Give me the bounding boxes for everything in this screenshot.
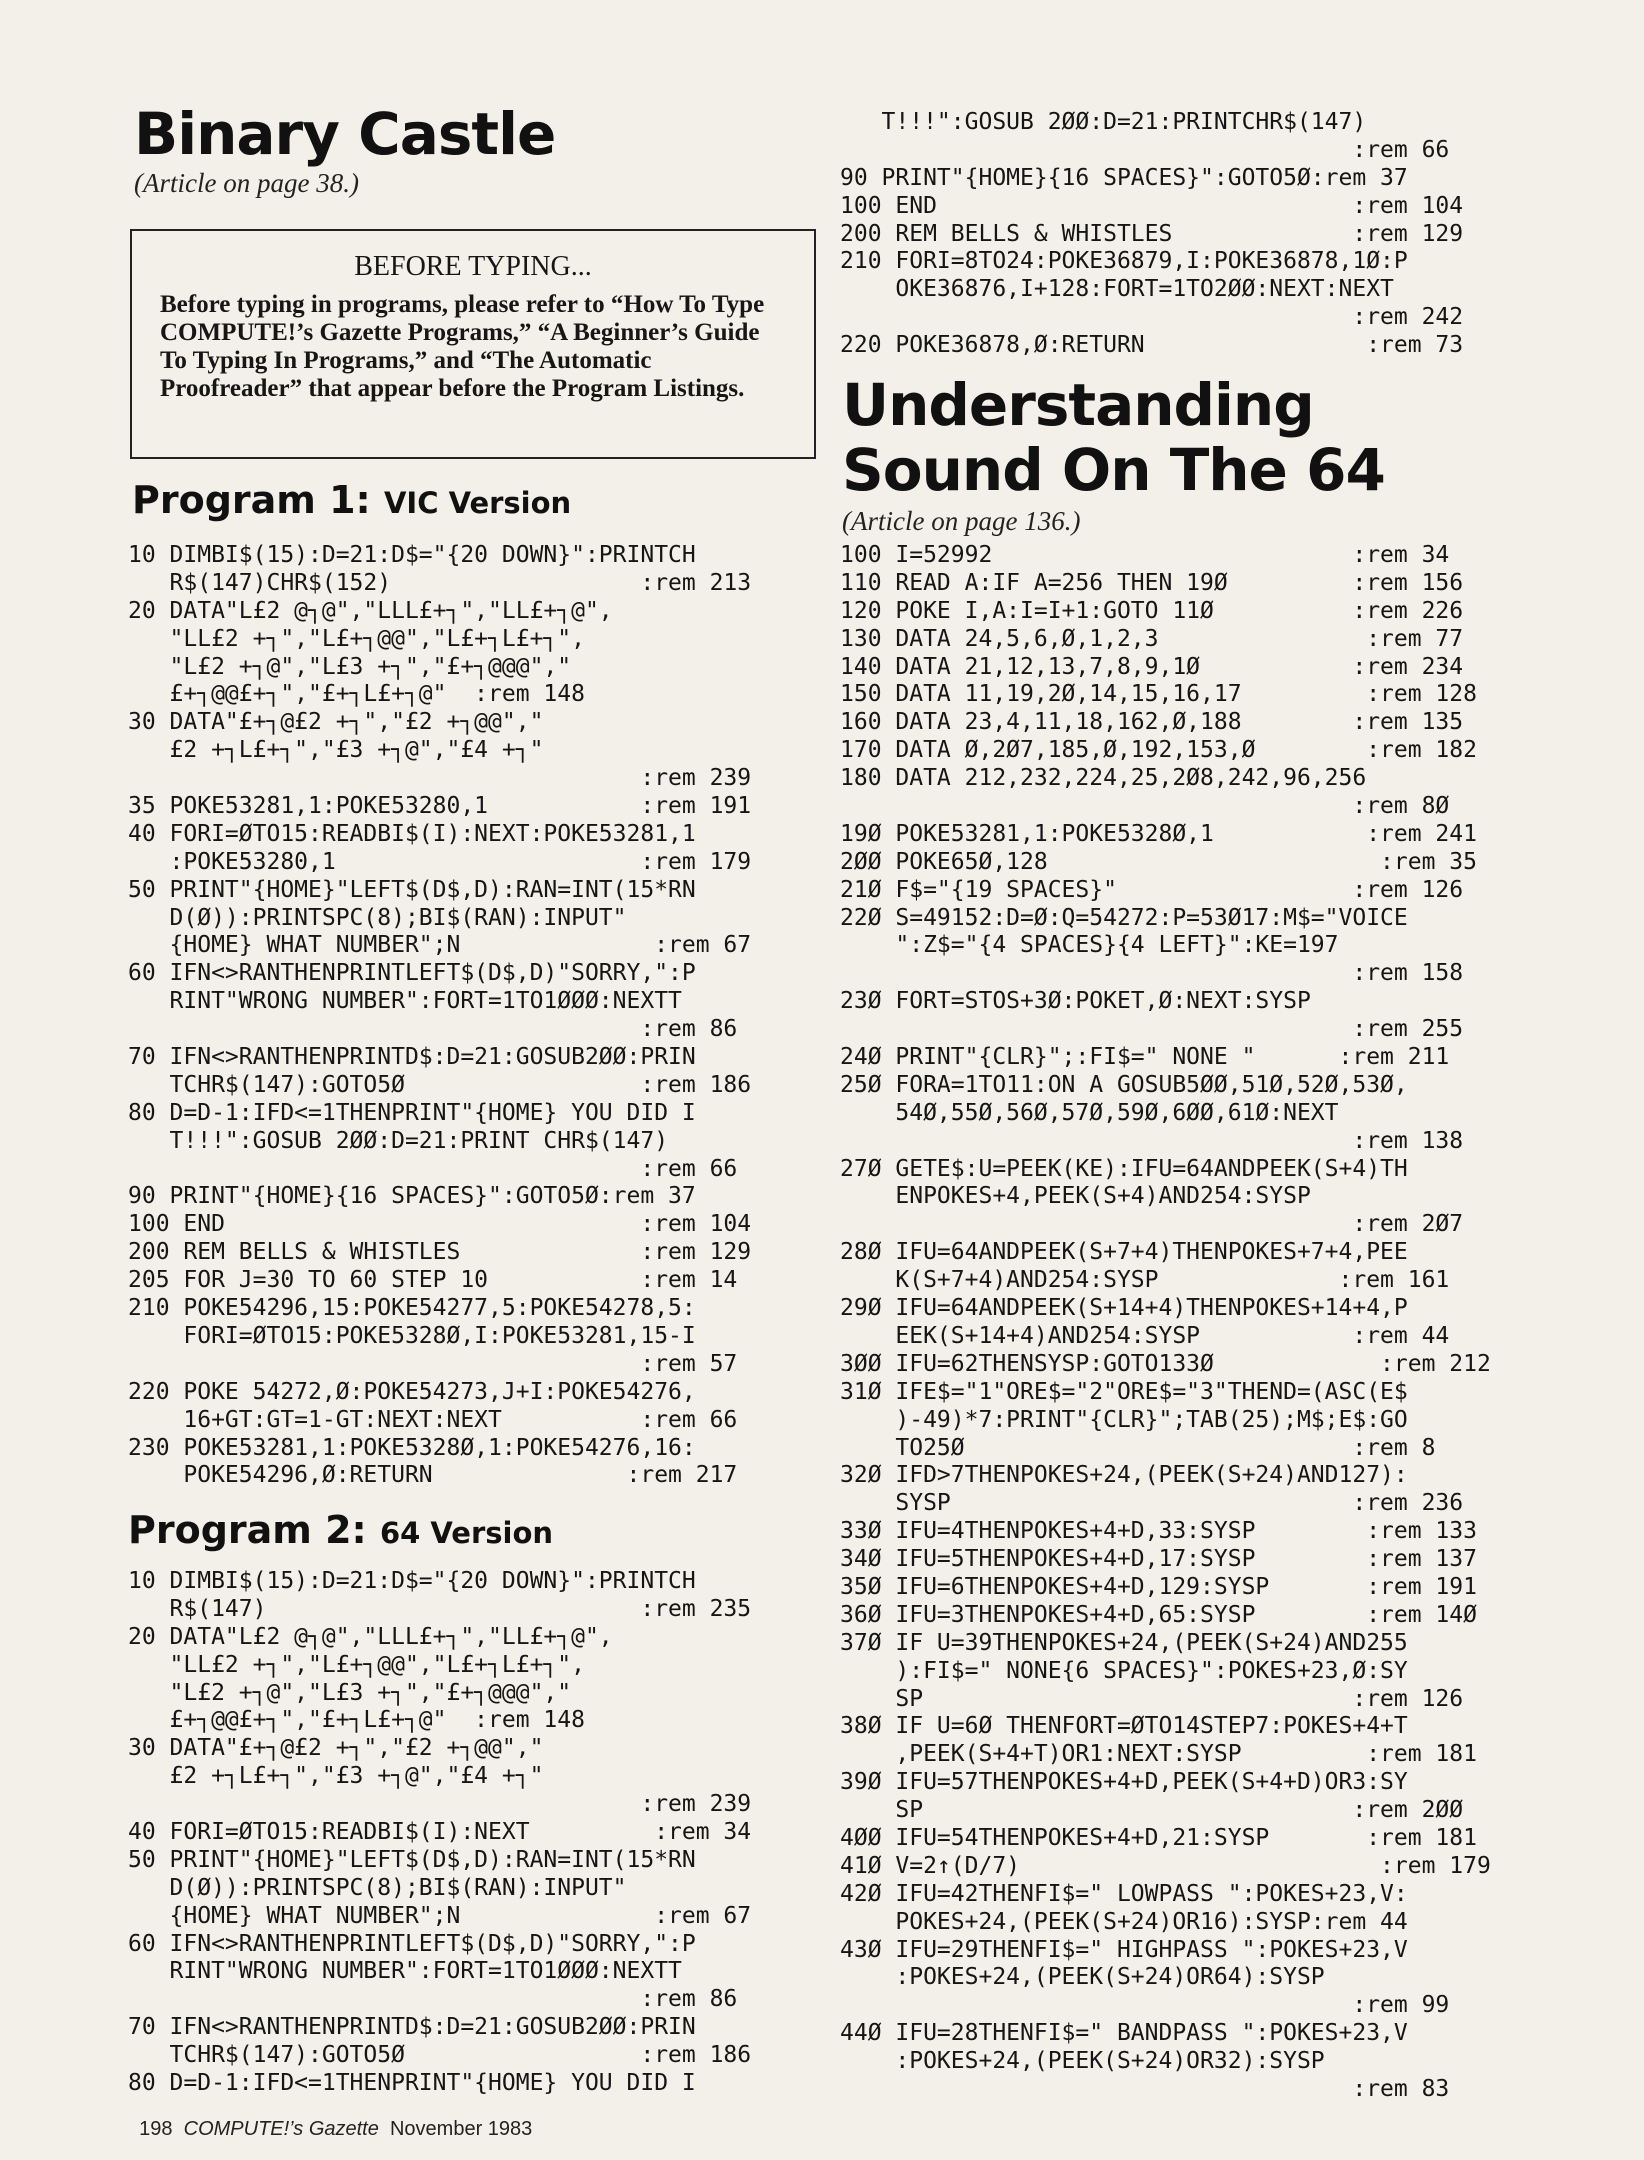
code-line: POKES+24,(PEEK(S+24)OR16):SYSP:rem 44 [840,1908,1408,1935]
code-line: 29Ø IFU=64ANDPEEK(S+14+4)THENPOKES+14+4,P [840,1295,1408,1322]
code-line: :rem 158 [840,960,1464,987]
code-line: EEK(S+14+4)AND254:SYSP :rem 44 [840,1322,1450,1349]
code-line: TCHR$(147):GOTO5Ø :rem 186 [128,1071,752,1098]
code-line: 60 IFN<>RANTHENPRINTLEFT$(D$,D)"SORRY,":P [128,960,696,987]
code-line: 110 READ A:IF A=256 THEN 19Ø :rem 156 [840,569,1464,596]
code-line: 35Ø IFU=6THENPOKES+4+D,129:SYSP :rem 191 [840,1573,1477,1600]
code-line: 54Ø,55Ø,56Ø,57Ø,59Ø,6ØØ,61Ø:NEXT [840,1099,1339,1126]
code-line: 10 DIMBI$(15):D=21:D$="{20 DOWN}":PRINTCH [128,542,696,568]
code-line: 200 REM BELLS & WHISTLES :rem 129 [840,220,1464,247]
code-line: £+┐@@£+┐","£+┐L£+┐@" :rem 148 [128,1707,585,1734]
program2-heading [128,1508,808,1555]
code-line: 22Ø S=49152:D=Ø:Q=54272:P=53Ø17:M$="VOICE [840,904,1408,931]
code-line: 200 REM BELLS & WHISTLES :rem 129 [128,1239,752,1266]
code-line: 140 DATA 21,12,13,7,8,9,1Ø :rem 234 [840,653,1464,680]
code-line: :rem 242 [840,304,1464,331]
code-line: POKE54296,Ø:RETURN :rem 217 [128,1462,738,1489]
code-line: OKE36876,I+128:FORT=1TO2ØØ:NEXT:NEXT [840,276,1394,303]
code-line: 180 DATA 212,232,224,25,2Ø8,242,96,256 [840,765,1367,792]
code-line: 40 FORI=ØTO15:READBI$(I):NEXT:POKE53281,1 [128,820,696,847]
code-line: ":Z$="{4 SPACES}{4 LEFT}":KE=197 [840,932,1339,959]
code-line: TCHR$(147):GOTO5Ø :rem 186 [128,2042,752,2069]
code-line: 20 DATA"L£2 @┐@","LLL£+┐","LL£+┐@", [128,1623,613,1650]
footer-magazine: COMPUTE!’s Gazette [183,2118,379,2140]
code-line: SP :rem 2ØØ [840,1797,1464,1824]
code-line: 70 IFN<>RANTHENPRINTD$:D=21:GOSUB2ØØ:PRIN [128,1044,696,1071]
code-line: 31Ø IFE$="1"ORE$="2"ORE$="3"THEND=(ASC(E$ [840,1378,1408,1405]
article-title-line1: Understanding [842,371,1314,439]
article-page-reference: (Article on page 38.) [134,168,359,198]
article-page-reference-sound: (Article on page 136.) [842,506,1081,536]
code-line: K(S+7+4)AND254:SYSP :rem 161 [840,1267,1450,1294]
code-line: SP :rem 126 [840,1685,1464,1712]
code-line: :rem 239 [128,1791,752,1818]
code-line: 10 DIMBI$(15):D=21:D$="{20 DOWN}":PRINTCH [128,1568,696,1594]
code-line: 41Ø V=2↑(D/7) :rem 179 [840,1852,1491,1879]
code-line: 150 DATA 11,19,2Ø,14,15,16,17 :rem 128 [840,681,1477,708]
before-typing-box [130,229,816,459]
program2-label: Program 2: [128,1508,367,1552]
code-line: 34Ø IFU=5THENPOKES+4+D,17:SYSP :rem 137 [840,1546,1477,1573]
code-line: :rem 255 [840,1016,1464,1043]
code-line: 170 DATA Ø,2Ø7,185,Ø,192,153,Ø :rem 182 [840,737,1477,764]
code-line: {HOME} WHAT NUMBER";N :rem 67 [128,932,752,959]
code-line: 60 IFN<>RANTHENPRINTLEFT$(D$,D)"SORRY,":P [128,1930,696,1957]
code-line: :rem 239 [128,765,752,792]
code-line: ):FI$=" NONE{6 SPACES}":POKES+23,Ø:SY [840,1657,1408,1684]
code-line: 30 DATA"£+┐@£2 +┐","£2 +┐@@"," [128,1735,544,1762]
code-line: 36Ø IFU=3THENPOKES+4+D,65:SYSP :rem 14Ø [840,1601,1477,1628]
code-line: 220 POKE36878,Ø:RETURN :rem 73 [840,332,1464,359]
program1-version: VIC Version [383,486,572,520]
program2-version: 64 Version [379,1516,554,1550]
code-line: 120 POKE I,A:I=I+1:GOTO 11Ø :rem 226 [840,597,1464,624]
code-line: 44Ø IFU=28THENFI$=" BANDPASS ":POKES+23,V [840,2020,1408,2047]
code-line: 33Ø IFU=4THENPOKES+4+D,33:SYSP :rem 133 [840,1518,1477,1545]
code-line: :POKES+24,(PEEK(S+24)OR64):SYSP [840,1964,1325,1991]
code-line: 39Ø IFU=57THENPOKES+4+D,PEEK(S+4+D)OR3:SY [840,1769,1408,1796]
code-line: :POKE53280,1 :rem 179 [128,848,752,875]
code-line: 160 DATA 23,4,11,18,162,Ø,188 :rem 135 [840,709,1464,736]
code-line: 80 D=D-1:IFD<=1THENPRINT"{HOME} YOU DID I [128,1099,696,1126]
code-line: 43Ø IFU=29THENFI$=" HIGHPASS ":POKES+23,V [840,1936,1408,1963]
code-line: 230 POKE53281,1:POKE5328Ø,1:POKE54276,16: [128,1434,696,1461]
code-line: :rem 138 [840,1127,1464,1154]
code-line: R$(147)CHR$(152) :rem 213 [128,569,752,596]
code-line: )-49)*7:PRINT"{CLR}";TAB(25);M$;E$:GO [840,1406,1408,1433]
code-line: R$(147) :rem 235 [128,1595,752,1622]
code-line: FORI=ØTO15:POKE5328Ø,I:POKE53281,15-I [128,1322,696,1349]
code-line: {HOME} WHAT NUMBER";N :rem 67 [128,1902,752,1929]
code-line: 50 PRINT"{HOME}"LEFT$(D$,D):RAN=INT(15*RN [128,1846,696,1873]
code-line: £+┐@@£+┐","£+┐L£+┐@" :rem 148 [128,681,585,708]
code-line: ,PEEK(S+4+T)OR1:NEXT:SYSP :rem 181 [840,1741,1477,1768]
code-line: RINT"WRONG NUMBER":FORT=1TO1ØØØ:NEXTT [128,1958,682,1985]
code-line: ENPOKES+4,PEEK(S+4)AND254:SYSP [840,1183,1311,1210]
code-line: 205 FOR J=30 TO 60 STEP 10 :rem 14 [128,1267,738,1294]
code-line: £2 +┐L£+┐","£3 +┐@","£4 +┐" [128,1763,544,1790]
code-line: 30 DATA"£+┐@£2 +┐","£2 +┐@@"," [128,709,544,736]
code-line: "L£2 +┐@","L£3 +┐","£+┐@@@"," [128,1679,572,1706]
code-line: "L£2 +┐@","L£3 +┐","£+┐@@@"," [128,653,572,680]
code-line: :POKES+24,(PEEK(S+24)OR32):SYSP [840,2048,1325,2075]
continuation-listing [840,109,1530,360]
page-footer [128,2095,532,2141]
program1-heading [132,478,812,525]
code-line: 19Ø POKE53281,1:POKE5328Ø,1 :rem 241 [840,820,1477,847]
program2-listing [128,1568,818,2098]
code-line: "LL£2 +┐","L£+┐@@","L£+┐L£+┐", [128,1651,585,1678]
code-line: 90 PRINT"{HOME}{16 SPACES}":GOTO5Ø:rem 37 [840,164,1408,191]
code-line: 42Ø IFU=42THENFI$=" LOWPASS ":POKES+23,V: [840,1880,1408,1907]
code-line: 4ØØ IFU=54THENPOKES+4+D,21:SYSP :rem 181 [840,1824,1477,1851]
code-line: D(Ø)):PRINTSPC(8);BI$(RAN):INPUT" [128,904,627,931]
code-line: RINT"WRONG NUMBER":FORT=1TO1ØØØ:NEXTT [128,988,682,1015]
code-line: £2 +┐L£+┐","£3 +┐@","£4 +┐" [128,737,544,764]
code-line: :rem 57 [128,1350,738,1377]
code-line: 100 I=52992 :rem 34 [840,542,1450,568]
sound-listing [840,542,1530,2104]
article-title-binary-castle: Binary Castle [134,100,556,168]
code-line: :rem 2Ø7 [840,1211,1464,1238]
article-title-line2: Sound On The 64 [842,436,1385,504]
program1-listing [128,542,818,1490]
code-line: D(Ø)):PRINTSPC(8);BI$(RAN):INPUT" [128,1874,627,1901]
before-typing-heading: BEFORE TYPING... [354,251,592,282]
code-line: 24Ø PRINT"{CLR}";:FI$=" NONE " :rem 211 [840,1044,1450,1071]
code-line: 220 POKE 54272,Ø:POKE54273,J+I:POKE54276, [128,1378,696,1405]
code-line: 210 POKE54296,15:POKE54277,5:POKE54278,5: [128,1295,696,1322]
code-line: TO25Ø :rem 8 [840,1434,1436,1461]
code-line: 70 IFN<>RANTHENPRINTD$:D=21:GOSUB2ØØ:PRIN [128,2014,696,2041]
code-line: T!!!":GOSUB 2ØØ:D=21:PRINTCHR$(147) [840,109,1367,135]
footer-page-number: 198 [139,2118,173,2140]
code-line: 28Ø IFU=64ANDPEEK(S+7+4)THENPOKES+7+4,PEE [840,1239,1408,1266]
code-line: 27Ø GETE$:U=PEEK(KE):IFU=64ANDPEEK(S+4)TH [840,1155,1408,1182]
code-line: :rem 86 [128,1986,738,2013]
code-line: 35 POKE53281,1:POKE53280,1 :rem 191 [128,793,752,820]
code-line: :rem 99 [840,1992,1450,2019]
code-line: 210 FORI=8TO24:POKE36879,I:POKE36878,1Ø:P [840,248,1408,275]
code-line: 50 PRINT"{HOME}"LEFT$(D$,D):RAN=INT(15*RN [128,876,696,903]
code-line: 100 END :rem 104 [128,1211,752,1238]
code-line: 80 D=D-1:IFD<=1THENPRINT"{HOME} YOU DID I [128,2070,696,2097]
code-line: 2ØØ POKE65Ø,128 :rem 35 [840,848,1477,875]
code-line: 130 DATA 24,5,6,Ø,1,2,3 :rem 77 [840,625,1464,652]
code-line: 25Ø FORA=1TO11:ON A GOSUB5ØØ,51Ø,52Ø,53Ø, [840,1071,1408,1098]
code-line: T!!!":GOSUB 2ØØ:D=21:PRINT CHR$(147) [128,1127,669,1154]
code-line: 21Ø F$="{19 SPACES}" :rem 126 [840,876,1464,903]
code-line: :rem 66 [128,1155,738,1182]
code-line: 20 DATA"L£2 @┐@","LLL£+┐","LL£+┐@", [128,597,613,624]
code-line: :rem 66 [840,136,1450,163]
code-line: 100 END :rem 104 [840,192,1464,219]
code-line: 23Ø FORT=STOS+3Ø:POKET,Ø:NEXT:SYSP [840,988,1311,1015]
program1-label: Program 1: [132,478,371,522]
before-typing-body: Before typing in programs, please refer to “How To Type COMPUTE!’s Gazette Programs,” “A Beginner’s Guide To Typing In Programs,” and “The Automatic Proofreader” that appear before the Program Listings. [160,291,765,402]
code-line: :rem 83 [840,2075,1450,2102]
code-line: 38Ø IF U=6Ø THENFORT=ØTO14STEP7:POKES+4+T [840,1713,1408,1740]
code-line: "LL£2 +┐","L£+┐@@","L£+┐L£+┐", [128,625,585,652]
code-line: SYSP :rem 236 [840,1490,1464,1517]
code-line: 90 PRINT"{HOME}{16 SPACES}":GOTO5Ø:rem 37 [128,1183,696,1210]
footer-issue: November 1983 [389,2118,533,2140]
code-line: 32Ø IFD>7THENPOKES+24,(PEEK(S+24)AND127): [840,1462,1408,1489]
code-line: :rem 86 [128,1016,738,1043]
code-line: 37Ø IF U=39THENPOKES+24,(PEEK(S+24)AND255 [840,1629,1408,1656]
code-line: 16+GT:GT=1-GT:NEXT:NEXT :rem 66 [128,1406,738,1433]
code-line: 3ØØ IFU=62THENSYSP:GOTO133Ø :rem 212 [840,1350,1491,1377]
code-line: 40 FORI=ØTO15:READBI$(I):NEXT :rem 34 [128,1819,752,1846]
code-line: :rem 8Ø [840,793,1450,820]
